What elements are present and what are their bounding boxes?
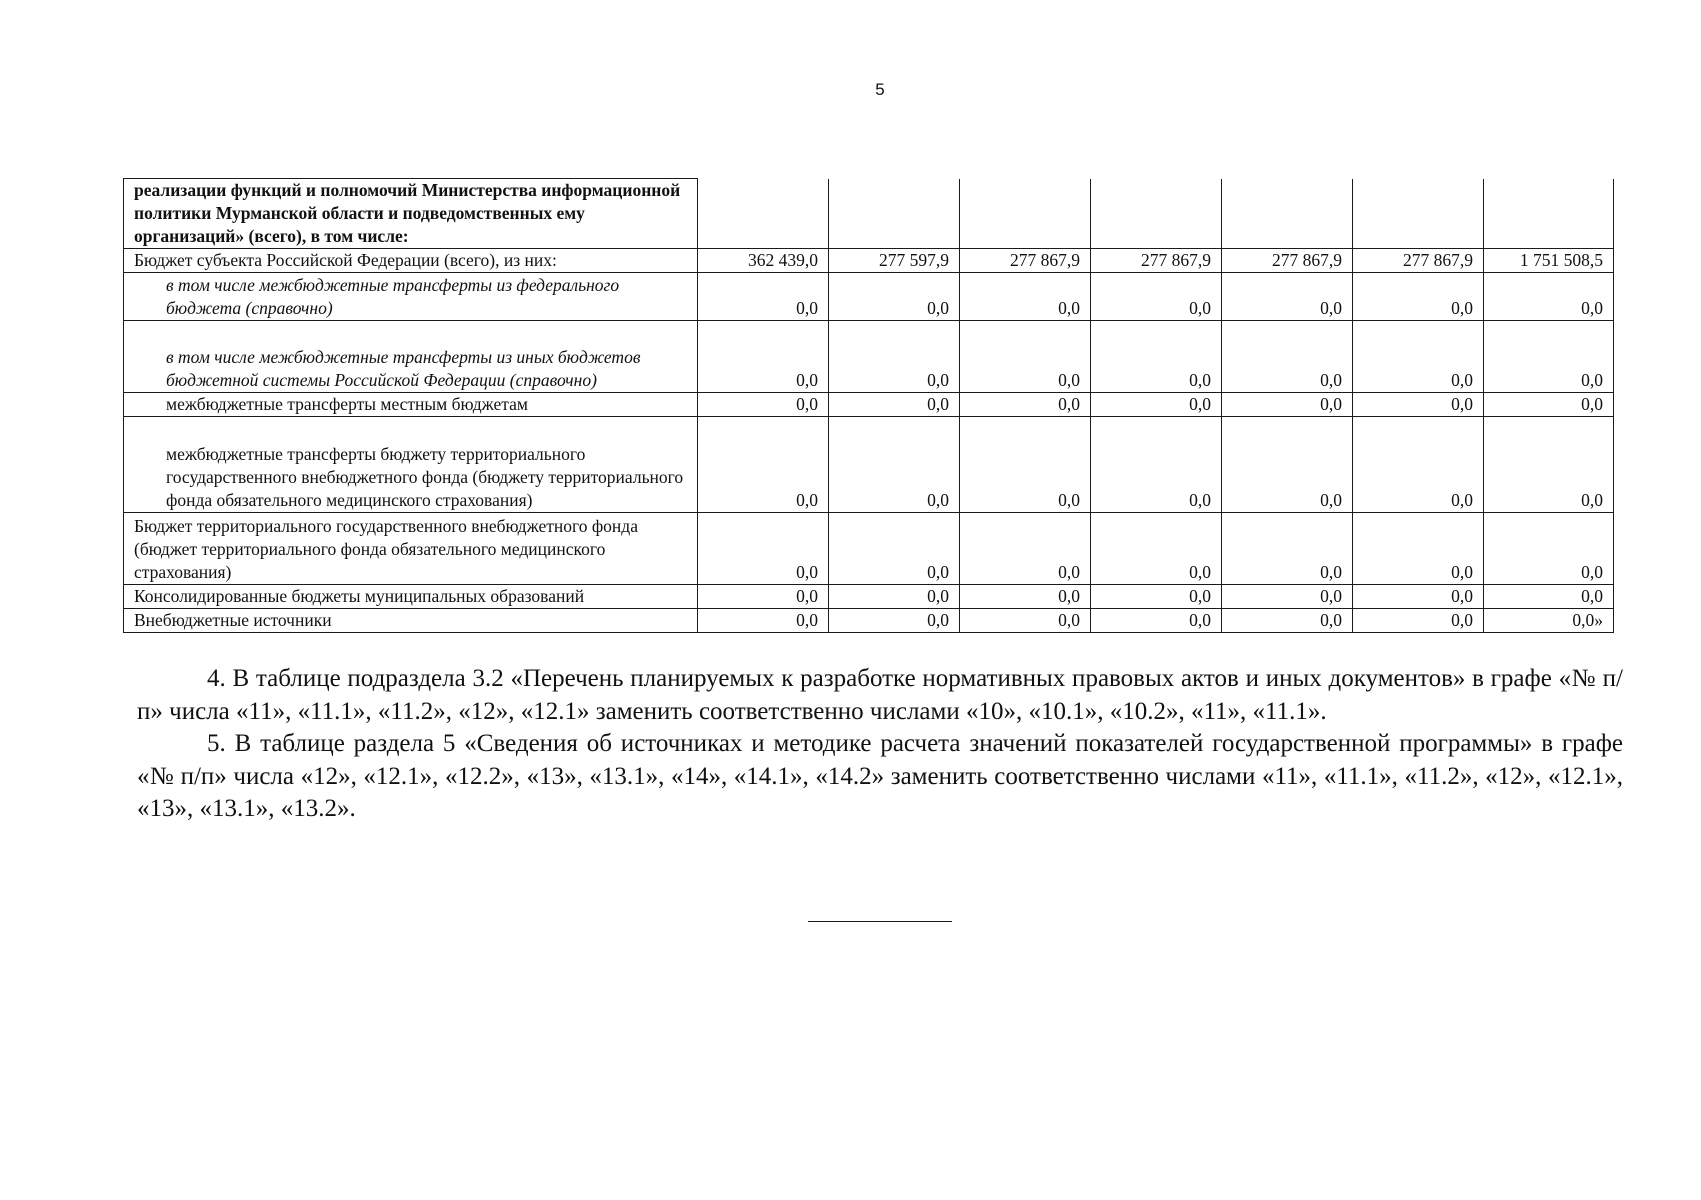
table-cell: 0,0 [698, 393, 829, 417]
table-cell: 0,0» [1484, 609, 1614, 633]
table-cell: 0,0 [1091, 273, 1222, 321]
table-cell: 0,0 [1484, 585, 1614, 609]
table-cell: 0,0 [698, 417, 829, 513]
table-cell: 0,0 [1353, 609, 1484, 633]
table-cell [1484, 179, 1614, 249]
table-row [124, 273, 1614, 321]
paragraph-item-4: 4. В таблице подраздела 3.2 «Перечень планируемых к разработке нормативных правовых актов и иных документов» в графе «№ п/п» числа «11», «11.1», «11.2», «12», «12.1» заменить соответственно числами «10», «10.1», «10.2», «11», «11.1». [137, 665, 1623, 725]
table-cell: 1 751 508,5 [1484, 249, 1614, 273]
table-row [124, 585, 1614, 609]
paragraph-item-5: 5. В таблице раздела 5 «Сведения об источниках и методике расчета значений показателей государственной программы» в графе «№ п/п» числа «12», «12.1», «12.2», «13», «13.1», «14», «14.1», «14.2» заменить соответственно числами «11», «11.1», «11.2», «12», «12.1», «13», «13.1», «13.2». [137, 730, 1623, 822]
end-divider [808, 921, 952, 922]
table-cell: 0,0 [1091, 513, 1222, 585]
table-cell: 0,0 [829, 513, 960, 585]
table-cell: 0,0 [1353, 321, 1484, 393]
table-cell [960, 179, 1091, 249]
table-cell: 0,0 [1091, 321, 1222, 393]
table-cell [1353, 179, 1484, 249]
table-cell: 0,0 [1353, 393, 1484, 417]
table-row [124, 179, 1614, 249]
table-cell: 0,0 [1484, 273, 1614, 321]
row-label: в том числе межбюджетные трансферты из федерального бюджета (справочно) [124, 273, 698, 321]
row-label: Консолидированные бюджеты муниципальных образований [124, 585, 698, 609]
table-cell: 0,0 [698, 273, 829, 321]
table-cell: 0,0 [1091, 393, 1222, 417]
table-row [124, 609, 1614, 633]
table-cell: 0,0 [1484, 513, 1614, 585]
table-cell: 0,0 [829, 585, 960, 609]
table-cell: 277 867,9 [1091, 249, 1222, 273]
table-cell: 0,0 [1353, 585, 1484, 609]
table-cell [1091, 179, 1222, 249]
table-cell: 0,0 [1353, 513, 1484, 585]
table-cell: 277 597,9 [829, 249, 960, 273]
table-row [124, 393, 1614, 417]
table-cell: 0,0 [1091, 585, 1222, 609]
table-cell: 0,0 [1484, 321, 1614, 393]
table-cell: 0,0 [1222, 585, 1353, 609]
table-cell: 0,0 [1222, 321, 1353, 393]
table-cell: 0,0 [1091, 417, 1222, 513]
table-cell: 0,0 [1222, 273, 1353, 321]
table-cell: 0,0 [1353, 273, 1484, 321]
table-cell: 0,0 [960, 393, 1091, 417]
row-label: Внебюджетные источники [124, 609, 698, 633]
table-cell: 277 867,9 [960, 249, 1091, 273]
table-cell: 0,0 [960, 585, 1091, 609]
table-row [124, 513, 1614, 585]
table-cell: 0,0 [829, 321, 960, 393]
table-cell: 0,0 [829, 273, 960, 321]
table-row [124, 321, 1614, 393]
table-cell: 0,0 [960, 513, 1091, 585]
table-cell: 277 867,9 [1222, 249, 1353, 273]
table-cell: 0,0 [698, 609, 829, 633]
table-row [124, 417, 1614, 513]
table-cell: 0,0 [698, 321, 829, 393]
table-cell: 0,0 [1222, 513, 1353, 585]
table-cell: 0,0 [1484, 417, 1614, 513]
row-label: Бюджет территориального государственного внебюджетного фонда (бюджет территориального фонда обязательного медицинского страхования) [124, 513, 698, 585]
table-cell: 0,0 [698, 585, 829, 609]
page-number: 5 [875, 80, 885, 99]
table-cell: 0,0 [829, 609, 960, 633]
table-cell: 0,0 [960, 321, 1091, 393]
row-label: Бюджет субъекта Российской Федерации (всего), из них: [124, 249, 698, 273]
table-cell: 0,0 [1484, 393, 1614, 417]
table-cell: 0,0 [960, 273, 1091, 321]
table-cell: 0,0 [1222, 417, 1353, 513]
table-cell: 0,0 [829, 393, 960, 417]
table-cell: 0,0 [1353, 417, 1484, 513]
table-cell: 0,0 [960, 609, 1091, 633]
table-cell: 277 867,9 [1353, 249, 1484, 273]
table-cell [829, 179, 960, 249]
table-cell: 0,0 [1222, 393, 1353, 417]
amendment-paragraphs [137, 663, 1623, 826]
table-cell: 0,0 [1091, 609, 1222, 633]
row-label: в том числе межбюджетные трансферты из иных бюджетов бюджетной системы Российской Федерации (справочно) [124, 321, 698, 393]
table-cell: 362 439,0 [698, 249, 829, 273]
table-cell [698, 179, 829, 249]
row-label: межбюджетные трансферты бюджету территориального государственного внебюджетного фонда (бюджету территориального фонда обязательного медицинского страхования) [124, 417, 698, 513]
row-label: межбюджетные трансферты местным бюджетам [124, 393, 698, 417]
budget-table [123, 178, 1614, 633]
table-cell: 0,0 [960, 417, 1091, 513]
table-cell: 0,0 [698, 513, 829, 585]
table-cell: 0,0 [1222, 609, 1353, 633]
table-cell: 0,0 [829, 417, 960, 513]
row-label: реализации функций и полномочий Министерства информационной политики Мурманской области и подведомственных ему организаций» (всего), в том числе: [124, 179, 698, 249]
table-row [124, 249, 1614, 273]
table-cell [1222, 179, 1353, 249]
